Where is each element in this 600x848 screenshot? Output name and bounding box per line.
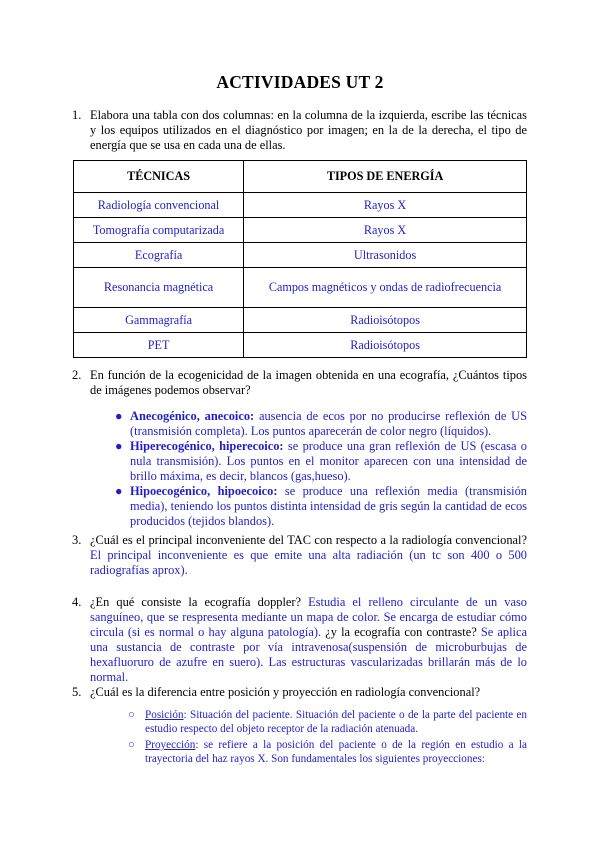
table-cell: Resonancia magnética xyxy=(74,268,244,308)
table-cell: Ecografía xyxy=(74,243,244,268)
question-1 xyxy=(72,108,527,153)
table-cell: Radioisótopos xyxy=(244,333,527,358)
table-cell: Ultrasonidos xyxy=(244,243,527,268)
question-5 xyxy=(72,685,527,700)
list-item xyxy=(115,439,527,484)
question-number: 2. xyxy=(72,368,82,382)
table-row xyxy=(74,268,527,308)
position-projection-list xyxy=(128,708,527,766)
bullet-icon: ● xyxy=(115,409,123,423)
bullet-icon: ● xyxy=(115,484,123,498)
list-item xyxy=(128,738,527,766)
table-cell: Radioisótopos xyxy=(244,308,527,333)
circle-bullet-icon: ○ xyxy=(128,739,135,751)
table-cell: Radiología convencional xyxy=(74,193,244,218)
question-text: ¿Cuál es el principal inconveniente del TAC con respecto a la radiología convencional? xyxy=(90,533,527,547)
table-row xyxy=(74,243,527,268)
table-row xyxy=(74,308,527,333)
table-row xyxy=(74,218,527,243)
question-text: ¿y la ecografía con contraste? xyxy=(321,625,477,639)
item-term: Hipoecogénico, hipoecoico: xyxy=(130,484,278,498)
table-row xyxy=(74,333,527,358)
answer-text: El principal inconveniente es que emite una alta radiación (un tc son 400 o 500 radiografías aprox). xyxy=(90,548,527,577)
question-number: 3. xyxy=(72,533,82,547)
list-item xyxy=(115,484,527,529)
answer-text: Estudia el relleno circulante de un vaso sanguíneo, que se respresenta mediante un mapa de color. Se encarga de estudiar cómo circula (si es normal o hay alguna patología). xyxy=(90,595,527,639)
item-term: Hiperecogénico, hiperecoico: xyxy=(130,439,284,453)
item-term: Anecogénico, anecoico: xyxy=(130,409,255,423)
table-header-row xyxy=(74,161,527,193)
question-text: ¿Cuál es la diferencia entre posición y proyección en radiología convencional? xyxy=(90,685,481,699)
question-number: 1. xyxy=(72,108,82,122)
item-description: : Situación del paciente. Situación del paciente o de la parte del paciente en estudio respecto del objeto receptor de la radiación atenuada. xyxy=(145,709,527,735)
question-4 xyxy=(72,595,527,685)
item-description: se produce una gran reflexión de US (escasa o nula transmisión). Los puntos en el monitor aparecen con una intensidad de brillo máxima, es decir, blancos (gas,hueso). xyxy=(130,439,527,483)
question-number: 5. xyxy=(72,685,82,699)
techniques-table xyxy=(73,160,527,358)
item-description: : se refiere a la posición del paciente o de la región en estudio a la trayectoria del haz rayos X. Son fundamentales los siguientes proyecciones: xyxy=(145,739,527,765)
circle-bullet-icon: ○ xyxy=(128,709,135,721)
header-tecnicas: TÉCNICAS xyxy=(74,161,244,193)
item-term: Proyección xyxy=(145,739,196,751)
question-2 xyxy=(72,368,527,398)
page-title: ACTIVIDADES UT 2 xyxy=(216,72,384,92)
item-term: Posición xyxy=(145,709,184,721)
list-item xyxy=(115,409,527,439)
header-tipos-energia: TIPOS DE ENERGÍA xyxy=(244,161,527,193)
list-item xyxy=(128,708,527,736)
table-cell: Campos magnéticos y ondas de radiofrecuencia xyxy=(244,268,527,308)
table-cell: Tomografía computarizada xyxy=(74,218,244,243)
table-cell: Rayos X xyxy=(244,193,527,218)
question-text: Elabora una tabla con dos columnas: en la columna de la izquierda, escribe las técnicas y los equipos utilizados en el diagnóstico por imagen; en la de la derecha, el tipo de energía que se usa en cada una de ellas. xyxy=(90,108,527,152)
answer-text: Se aplica una sustancia de contraste por vía intravenosa(suspensión de microburbujas de hexafluoruro de azufre en suero). Las estructuras vascularizadas brillarán más de lo normal. xyxy=(90,625,527,684)
question-number: 4. xyxy=(72,595,82,609)
table-cell: Gammagrafía xyxy=(74,308,244,333)
echogenicity-list xyxy=(115,409,527,529)
item-description: se produce una reflexión media (transmisión media), teniendo los puntos distinta intensidad de gris según la cantidad de ecos producidos (tejidos blandos). xyxy=(130,484,527,528)
table-cell: Rayos X xyxy=(244,218,527,243)
question-text: En función de la ecogenicidad de la imagen obtenida en una ecografía, ¿Cuántos tipos de imágenes podemos observar? xyxy=(90,368,527,397)
table-row xyxy=(74,193,527,218)
question-3 xyxy=(72,533,527,578)
item-description: ausencia de ecos por no producirse reflexión de US (transmisión completa). Los puntos aparecerán de color negro (líquidos). xyxy=(130,409,527,438)
table-cell: PET xyxy=(74,333,244,358)
bullet-icon: ● xyxy=(115,439,123,453)
question-text: ¿En qué consiste la ecografía doppler? xyxy=(90,595,302,609)
